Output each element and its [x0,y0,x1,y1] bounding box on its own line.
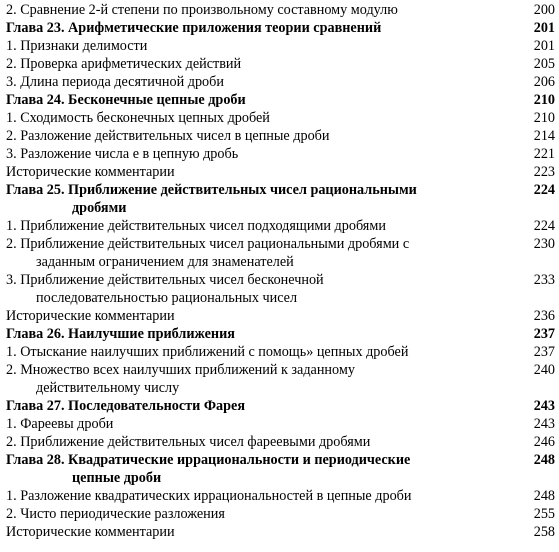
toc-page-number: 233 [533,272,555,288]
toc-entry-title: 1. Фареевы дроби [6,416,114,432]
toc-entry-title: 2. Чисто периодические разложения [6,506,225,522]
toc-entry-title-continuation: действительному числу [36,380,180,396]
toc-page-number: 248 [533,452,555,468]
toc-entry-title: 1. Приближение действительных чисел подходящими дробями [6,218,386,234]
toc-entry[interactable] [6,487,555,505]
toc-entry-title-continuation: дробями [72,200,127,216]
toc-entry-title: Глава 28. Квадратические иррациональности и периодические [6,452,411,468]
toc-entry[interactable] [6,415,555,433]
toc-entry[interactable] [6,163,555,181]
toc-entry[interactable] [6,505,555,523]
toc-entry[interactable] [6,523,555,541]
toc-page-number: 224 [533,182,555,198]
toc-entry-title-continuation: заданным ограничением для знаменателей [36,254,294,270]
toc-entry-title: 2. Сравнение 2-й степени по произвольному составному модулю [6,2,398,18]
toc-page-number: 205 [533,56,555,72]
toc-entry-title: Глава 23. Арифметические приложения теории сравнений [6,20,382,36]
toc-page-number: 201 [533,20,555,36]
toc-chapter-heading[interactable] [6,397,555,415]
toc-entry-title: 1. Разложение квадратических иррациональностей в цепные дроби [6,488,412,504]
toc-entry[interactable] [6,145,555,163]
toc-entry-title: Исторические комментарии [6,524,175,540]
toc-entry[interactable] [6,1,555,19]
toc-entry-title-continuation: последовательностью рациональных чисел [36,290,298,306]
toc-entry[interactable] [6,361,555,397]
toc-entry-title: Исторические комментарии [6,164,175,180]
toc-entry[interactable] [6,55,555,73]
toc-entry-title: 1. Отыскание наилучших приближений с помощь» цепных дробей [6,344,409,360]
toc-entry[interactable] [6,217,555,235]
toc-entry-title: 1. Признаки делимости [6,38,148,54]
toc-page-number: 240 [533,362,555,378]
toc-entry[interactable] [6,235,555,271]
toc-page-number: 223 [533,164,555,180]
toc-entry-title: 3. Приближение действительных чисел бесконечной [6,272,324,288]
toc-entry[interactable] [6,37,555,55]
toc-page-number: 200 [533,2,555,18]
toc-entry-title: 2. Приближение действительных чисел рациональными дробями с [6,236,410,252]
toc-entry[interactable] [6,109,555,127]
toc-entry-title: Глава 25. Приближение действительных чисел рациональными [6,182,417,198]
toc-entry[interactable] [6,127,555,145]
toc-page-number: 236 [533,308,555,324]
toc-entry-title: 2. Проверка арифметических действий [6,56,242,72]
toc-page-number: 248 [533,488,555,504]
toc-page-number: 201 [533,38,555,54]
toc-entry-title: Глава 26. Наилучшие приближения [6,326,235,342]
toc-entry-title-continuation: цепные дроби [72,470,162,486]
toc-page-number: 243 [533,398,555,414]
toc-entry-title: 3. Разложение числа e в цепную дробь [6,146,239,162]
table-of-contents [6,1,555,541]
toc-page-number: 237 [533,326,555,342]
toc-chapter-heading[interactable] [6,451,555,487]
toc-chapter-heading[interactable] [6,19,555,37]
toc-page-number: 210 [533,92,555,108]
toc-page-number: 246 [533,434,555,450]
toc-page-number: 221 [533,146,555,162]
toc-page-number: 214 [533,128,555,144]
toc-entry-title: Глава 24. Бесконечные цепные дроби [6,92,246,108]
toc-entry-title: Исторические комментарии [6,308,175,324]
toc-entry-title: Глава 27. Последовательности Фарея [6,398,245,414]
toc-chapter-heading[interactable] [6,91,555,109]
toc-chapter-heading[interactable] [6,181,555,217]
toc-entry[interactable] [6,343,555,361]
toc-entry-title: 2. Приближение действительных чисел фареевыми дробями [6,434,371,450]
toc-entry[interactable] [6,271,555,307]
toc-entry-title: 3. Длина периода десятичной дроби [6,74,224,90]
toc-page-number: 258 [533,524,555,540]
toc-page-number: 230 [533,236,555,252]
toc-entry-title: 2. Разложение действительных чисел в цепные дроби [6,128,330,144]
toc-page-number: 243 [533,416,555,432]
toc-chapter-heading[interactable] [6,325,555,343]
toc-page-number: 237 [533,344,555,360]
toc-page-number: 206 [533,74,555,90]
toc-entry[interactable] [6,73,555,91]
toc-page-number: 255 [533,506,555,522]
toc-entry-title: 1. Сходимость бесконечных цепных дробей [6,110,270,126]
toc-entry-title: 2. Множество всех наилучших приближений к заданному [6,362,355,378]
toc-page-number: 210 [533,110,555,126]
toc-entry[interactable] [6,307,555,325]
toc-page-number: 224 [533,218,555,234]
toc-entry[interactable] [6,433,555,451]
